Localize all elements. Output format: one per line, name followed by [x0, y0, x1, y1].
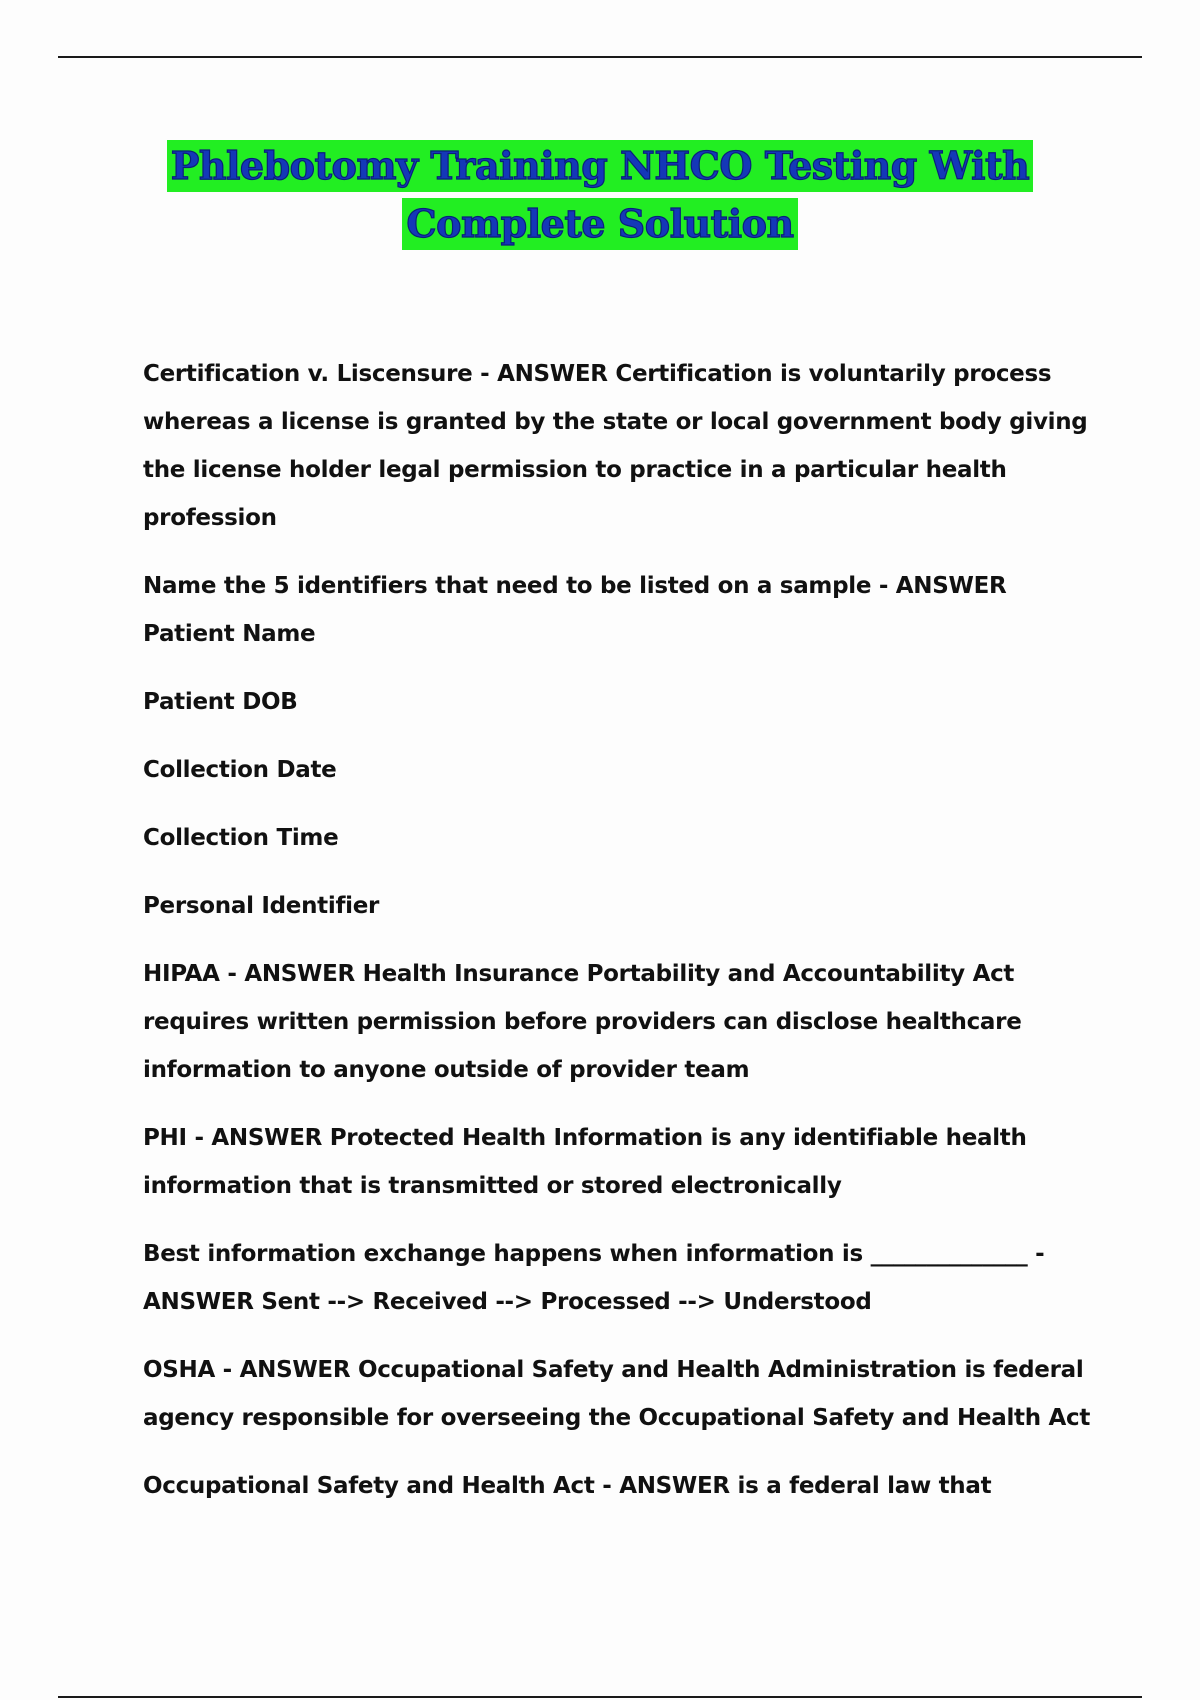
paragraph-phi: PHI - ANSWER Protected Health Information is any identifiable health information that is transmitted or stored electronically	[143, 1125, 1027, 1199]
bottom-rule	[58, 1696, 1142, 1698]
paragraph-identifiers: Name the 5 identifiers that need to be listed on a sample - ANSWER Patient Name	[143, 573, 1007, 647]
paragraph-information-exchange: Best information exchange happens when information is ______________ - ANSWER Sent --> Received --> Processed --> Understood	[143, 1241, 1045, 1315]
paragraph-certification: Certification v. Liscensure - ANSWER Certification is voluntarily process whereas a license is granted by the state or local government body giving the license holder legal permission to practice in a particular health profession	[143, 361, 1088, 531]
document-body	[143, 350, 1103, 1530]
top-rule	[58, 56, 1142, 58]
title-line-2: Complete Solution	[402, 198, 797, 250]
paragraph-osha: OSHA - ANSWER Occupational Safety and Health Administration is federal agency responsible for overseeing the Occupational Safety and Health Act	[143, 1357, 1091, 1431]
paragraph-collection-time: Collection Time	[143, 825, 339, 851]
paragraph-hipaa: HIPAA - ANSWER Health Insurance Portability and Accountability Act requires written permission before providers can disclose healthcare information to anyone outside of provider team	[143, 961, 1022, 1083]
paragraph-osh-act: Occupational Safety and Health Act - ANSWER is a federal law that	[143, 1473, 992, 1499]
paragraph-patient-dob: Patient DOB	[143, 689, 298, 715]
paragraph-personal-identifier: Personal Identifier	[143, 893, 380, 919]
paragraph-collection-date: Collection Date	[143, 757, 337, 783]
document-title	[0, 140, 1200, 250]
title-line-1: Phlebotomy Training NHCO Testing With	[167, 140, 1033, 192]
